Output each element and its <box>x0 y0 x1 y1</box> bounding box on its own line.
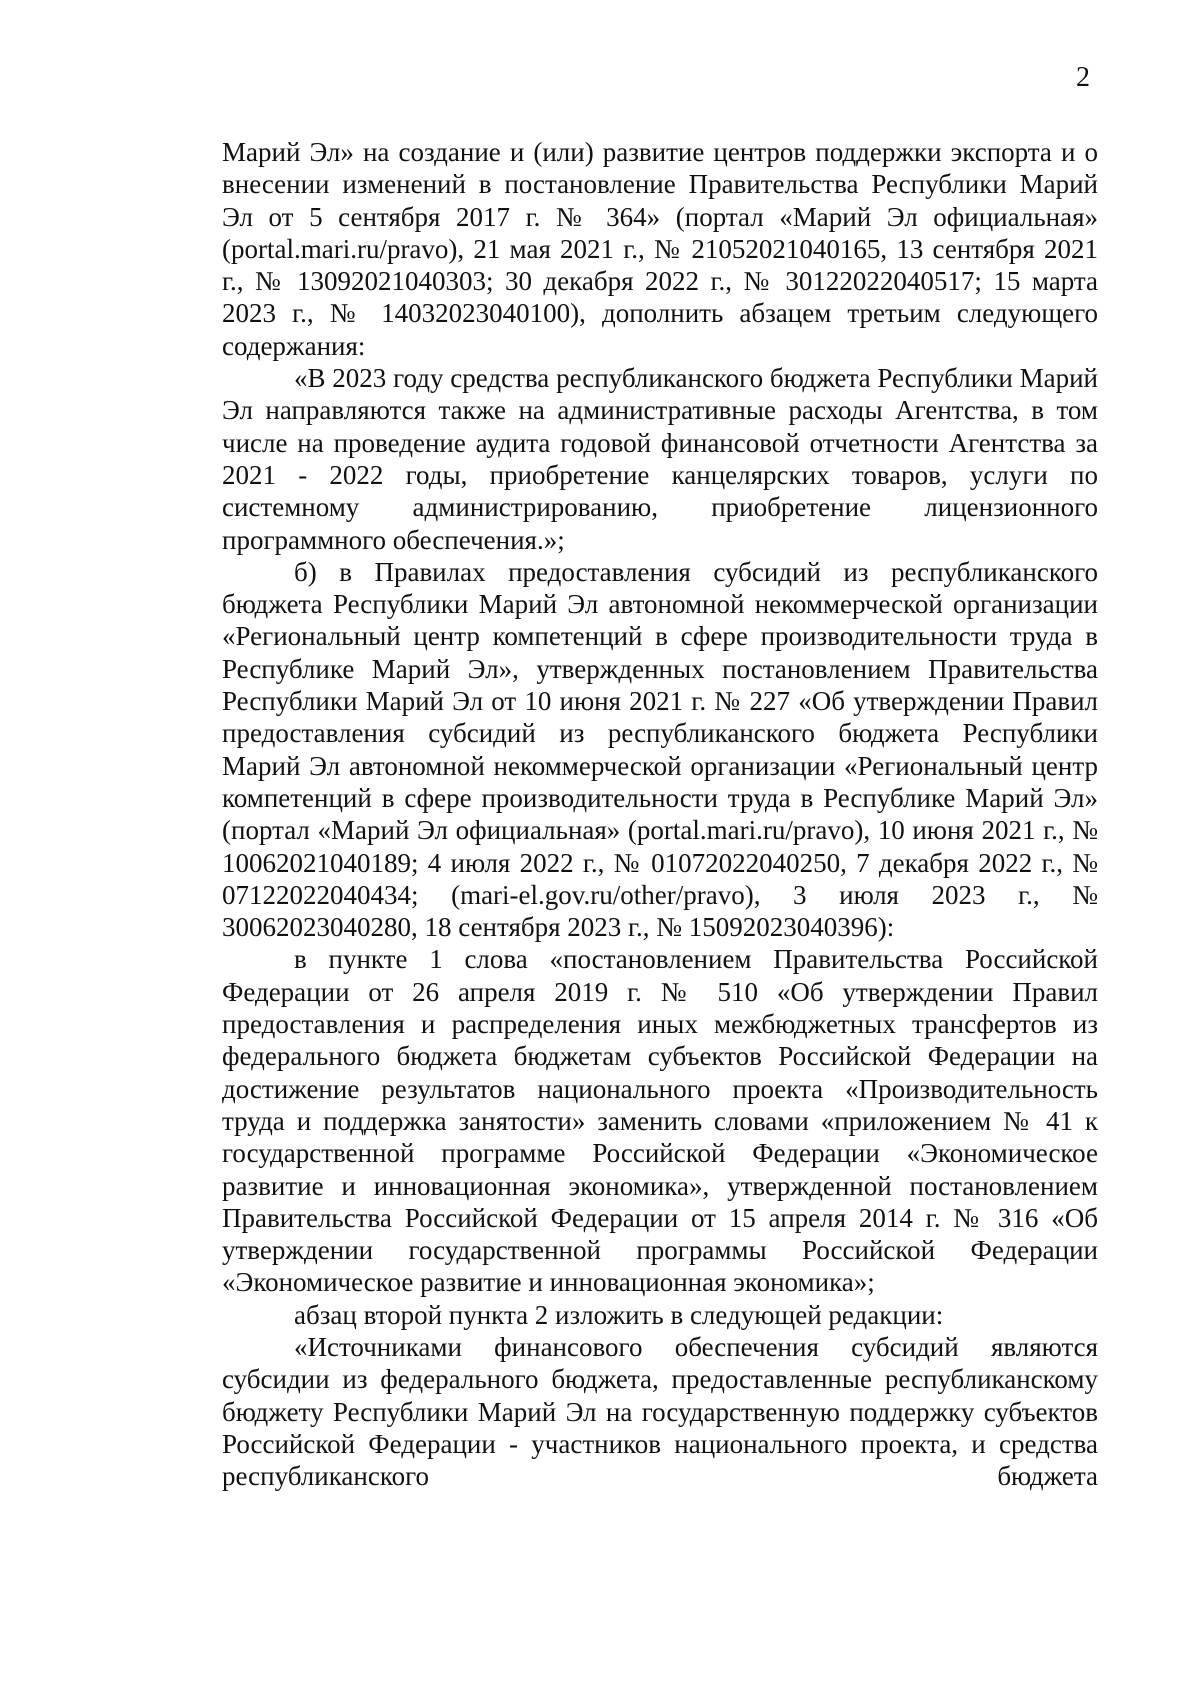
page-number: 2 <box>1076 62 1090 93</box>
paragraph-quoted-addition: «В 2023 году средства республиканского бюджета Республики Марий Эл направляются также на административные расходы Агентства, в том числе на проведение аудита годовой финансовой отчетности Агентства за 2021 - 2022 годы, приобретение канцелярских товаров, услуги по системному администрированию, приобретение лицензионного программного обеспечения.»; <box>222 363 1098 555</box>
paragraph-point-1: в пункте 1 слова «постановлением Правительства Российской Федерации от 26 апреля 2019 г. № 510 «Об утверждении Правил предоставления и распределения иных межбюджетных трансфертов из федерального бюджета бюджетам субъектов Российской Федерации на достижение результатов национального проекта «Производительность труда и поддержка занятости» заменить словами «приложением № 41 к государственной программе Российской Федерации «Экономическое развитие и инновационная экономика», утвержденной постановлением Правительства Российской Федерации от 15 апреля 2014 г. № 316 «Об утверждении государственной программы Российской Федерации «Экономическое развитие и инновационная экономика»; <box>222 944 1098 1298</box>
paragraph-point-2-text: «Источниками финансового обеспечения субсидий являются субсидии из федерального бюджета, предоставленные республиканскому бюджету Республики Марий Эл на государственную поддержку субъектов Российской Федерации - участников национального проекта, и средства республиканского бюджета <box>222 1331 1098 1492</box>
document-body <box>222 136 1098 1492</box>
paragraph-item-b: б) в Правилах предоставления субсидий из республиканского бюджета Республики Марий Эл автономной некоммерческой организации «Региональный центр компетенций в сфере производительности труда в Республике Марий Эл», утвержденных постановлением Правительства Республики Марий Эл от 10 июня 2021 г. № 227 «Об утверждении Правил предоставления субсидий из республиканского бюджета Республики Марий Эл автономной некоммерческой организации «Региональный центр компетенций в сфере производительности труда в Республике Марий Эл» (портал «Марий Эл официальная» (portal.mari.ru/pravo), 10 июня 2021 г., № 10062021040189; 4 июля 2022 г., № 01072022040250, 7 декабря 2022 г., № 07122022040434; (mari-el.gov.ru/other/pravo), 3 июля 2023 г., № 30062023040280, 18 сентября 2023 г., № 15092023040396): <box>222 556 1098 943</box>
paragraph-continuation: Марий Эл» на создание и (или) развитие центров поддержки экспорта и о внесении изменений в постановление Правительства Республики Марий Эл от 5 сентября 2017 г. № 364» (портал «Марий Эл официальная» (portal.mari.ru/pravo), 21 мая 2021 г., № 21052021040165, 13 сентября 2021 г., № 13092021040303; 30 декабря 2022 г., № 30122022040517; 15 марта 2023 г., № 14032023040100), дополнить абзацем третьим следующего содержания: <box>222 137 1098 361</box>
paragraph-point-2-intro: абзац второй пункта 2 изложить в следующей редакции: <box>294 1299 944 1330</box>
